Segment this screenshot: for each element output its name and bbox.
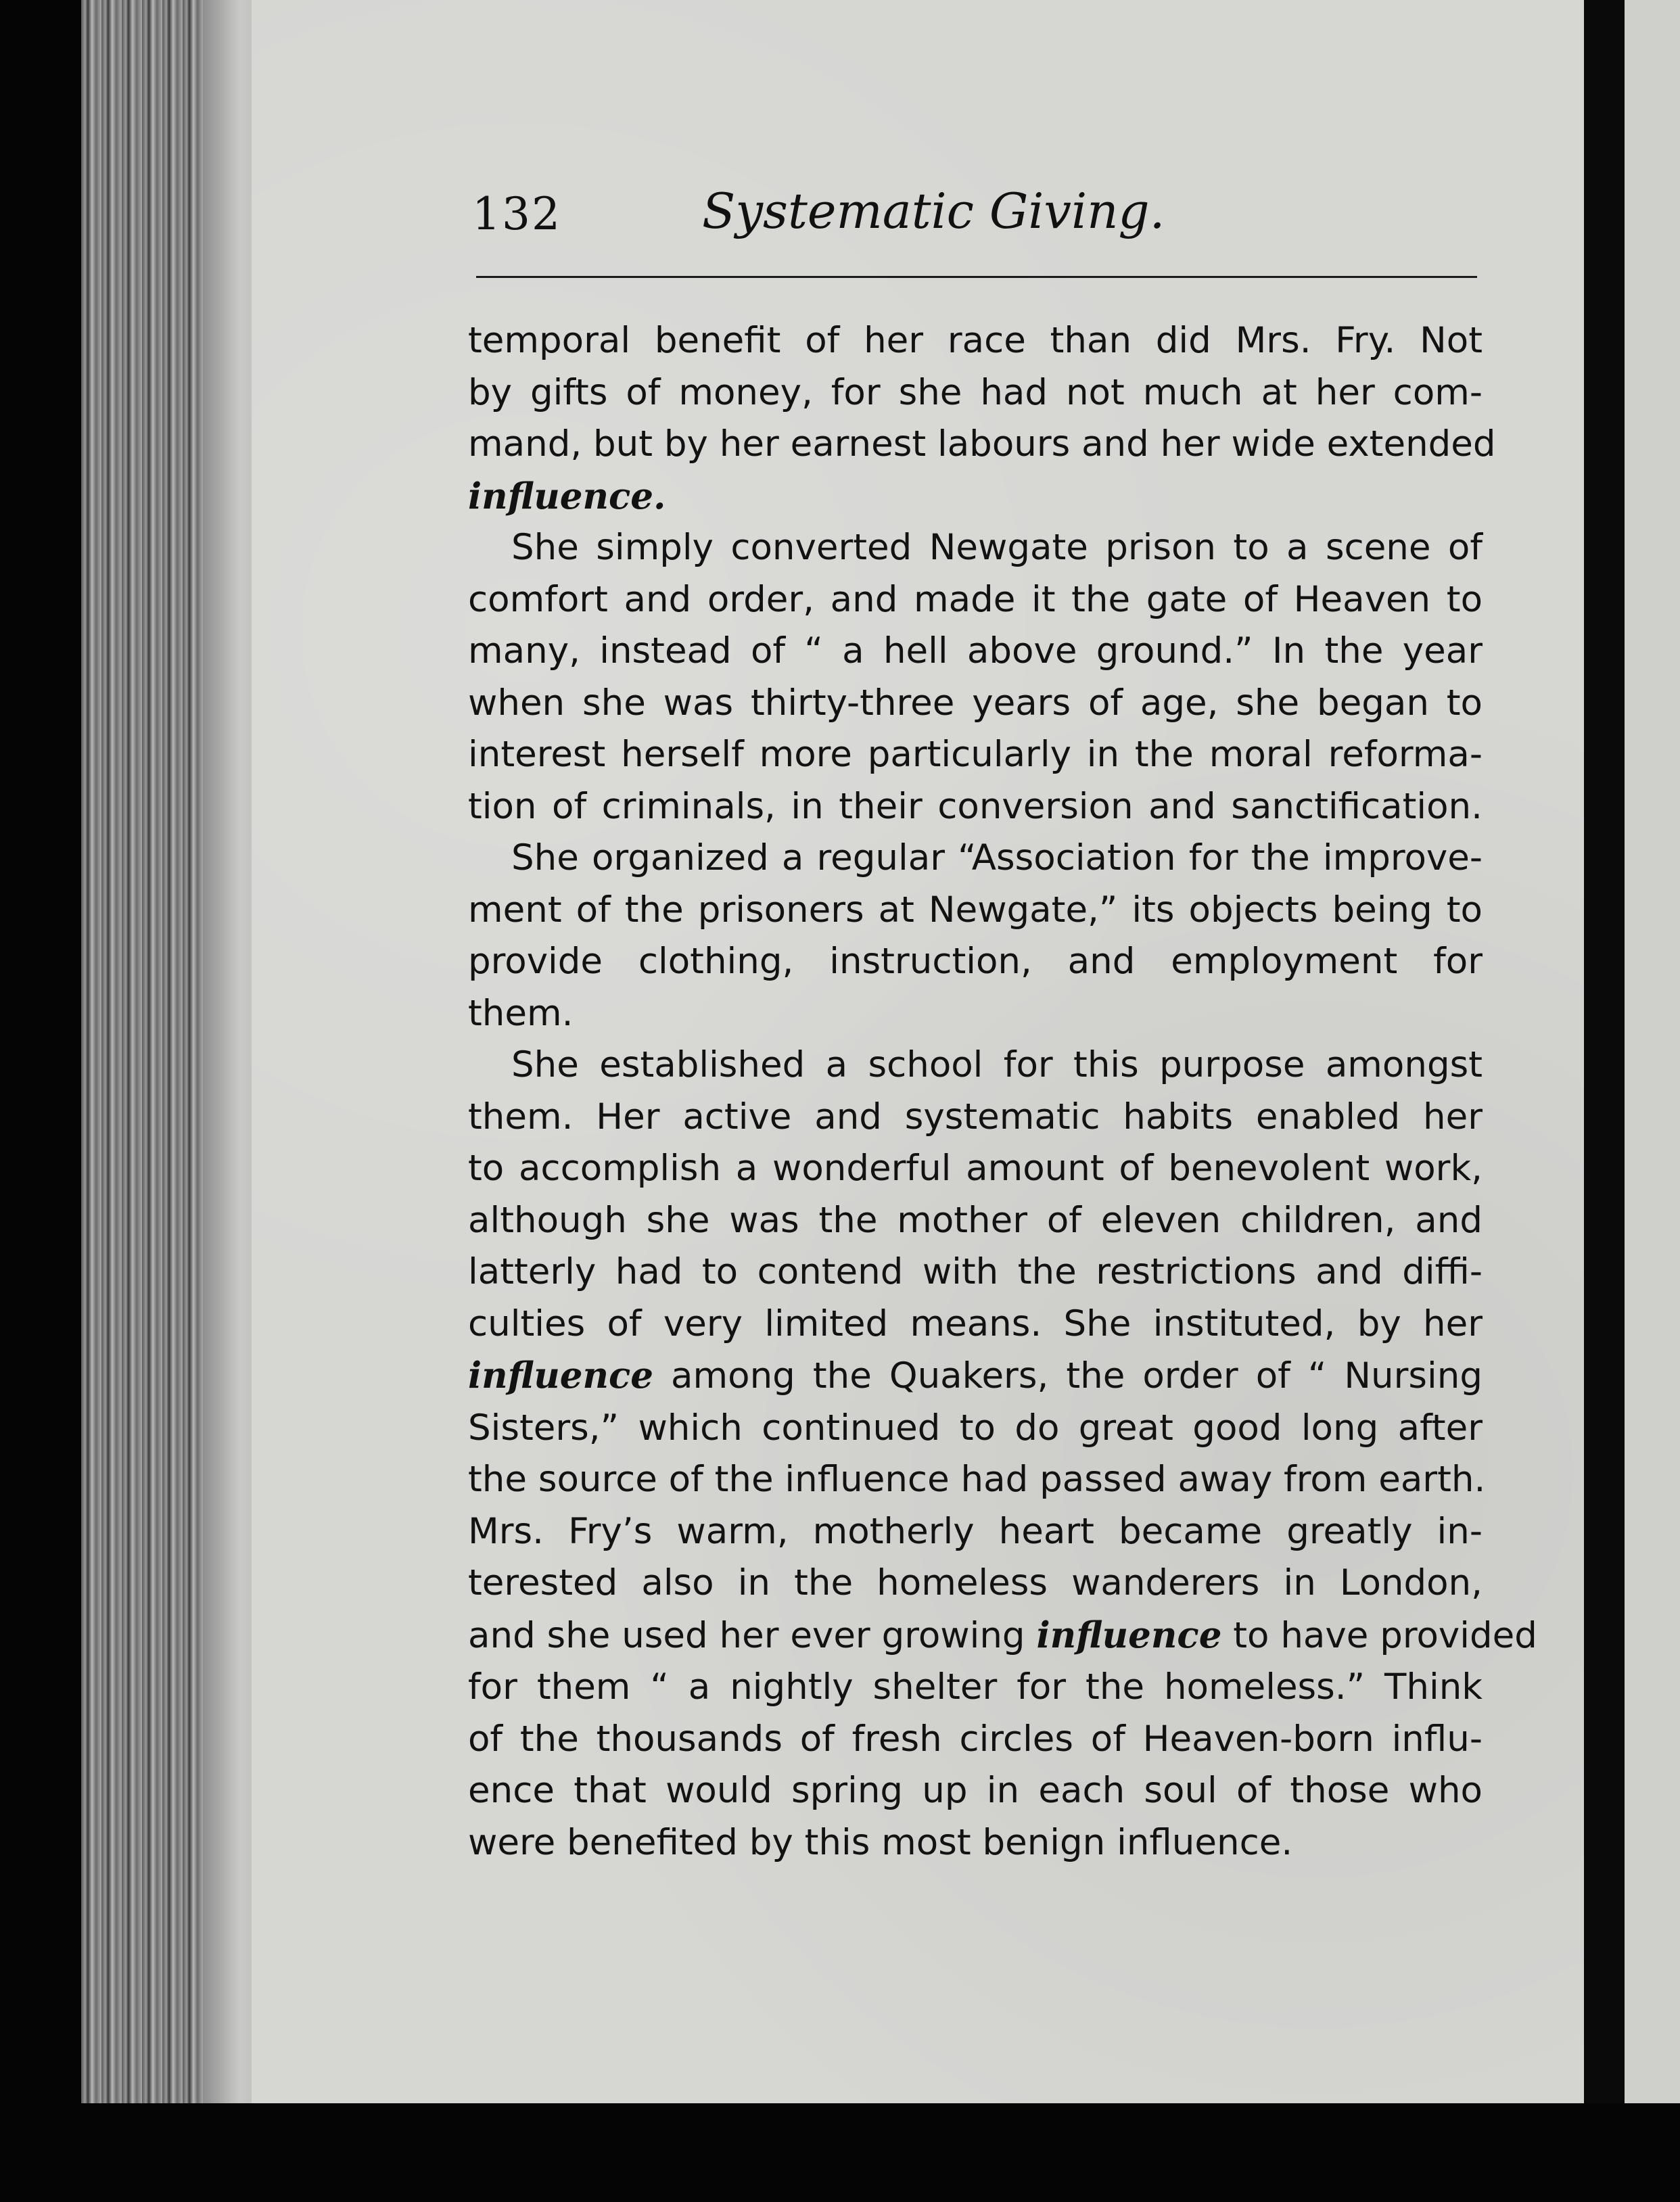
paragraph xyxy=(468,315,1496,522)
text-line-italic: influence. xyxy=(468,475,666,517)
text-line: interest herself more particularly in the moral reforma- xyxy=(468,734,1483,775)
text-line: ence that would spring up in each soul of those who xyxy=(468,1770,1483,1811)
text-line: tion of criminals, in their conversion and sanctification. xyxy=(468,785,1483,827)
paragraph xyxy=(468,522,1483,833)
body-text xyxy=(468,315,1537,1869)
adjacent-page-edge xyxy=(1625,0,1680,2110)
book-gutter xyxy=(1584,0,1625,2202)
page-header xyxy=(472,174,1481,256)
text-fragment: and she used her ever growing xyxy=(468,1614,1025,1656)
text-line: many, instead of “ a hell above ground.” In the year xyxy=(468,630,1483,672)
text-line: them. xyxy=(468,992,574,1034)
text-line: She organized a regular “Association for the improve- xyxy=(511,837,1483,879)
text-line: Sisters,” which continued to do great good long after xyxy=(468,1407,1483,1449)
text-line-mixed xyxy=(468,1350,1483,1403)
text-line: ment of the prisoners at Newgate,” its objects being to xyxy=(468,889,1483,931)
text-line: She simply converted Newgate prison to a scene of xyxy=(511,527,1483,568)
text-line: terested also in the homeless wanderers in London, xyxy=(468,1562,1483,1603)
text-line: She established a school for this purpose amongst xyxy=(511,1044,1483,1085)
text-line: comfort and order, and made it the gate of Heaven to xyxy=(468,578,1483,620)
text-line: to accomplish a wonderful amount of benevolent work, xyxy=(468,1148,1483,1189)
text-fragment: to have provided xyxy=(1233,1614,1537,1656)
text-line: when she was thirty-three years of age, she began to xyxy=(468,682,1483,724)
text-line: although she was the mother of eleven children, and xyxy=(468,1199,1483,1241)
text-line-mixed xyxy=(468,1610,1537,1662)
page-number: 132 xyxy=(472,188,561,240)
text-line: Mrs. Fry’s warm, motherly heart became greatly in- xyxy=(468,1510,1483,1552)
text-line: for them “ a nightly shelter for the homeless.” Think xyxy=(468,1666,1483,1708)
bottom-shadow xyxy=(0,2103,1680,2202)
header-rule xyxy=(476,276,1477,278)
text-line: by gifts of money, for she had not much at her com- xyxy=(468,371,1483,413)
text-line: latterly had to contend with the restrictions and diffi- xyxy=(468,1251,1483,1292)
paragraph xyxy=(468,1039,1537,1869)
text-line: culties of very limited means. She instituted, by her xyxy=(468,1303,1483,1344)
italic-word: influence xyxy=(1036,1614,1222,1656)
running-title: Systematic Giving. xyxy=(702,183,1165,239)
paragraph xyxy=(468,833,1483,1039)
text-line: mand, but by her earnest labours and her wide extended xyxy=(468,423,1496,465)
text-line: the source of the influence had passed away from earth. xyxy=(468,1459,1486,1500)
text-line: of the thousands of fresh circles of Heaven-born influ- xyxy=(468,1718,1483,1760)
text-line: temporal benefit of her race than did Mrs. Fry. Not xyxy=(468,320,1483,361)
text-fragment: among the Quakers, the order of “ Nursing xyxy=(671,1355,1483,1397)
italic-word: influence xyxy=(468,1355,653,1397)
text-line: were benefited by this most benign influence. xyxy=(468,1821,1293,1863)
text-line: them. Her active and systematic habits enabled her xyxy=(468,1096,1483,1138)
text-line: provide clothing, instruction, and employment for xyxy=(468,941,1483,982)
